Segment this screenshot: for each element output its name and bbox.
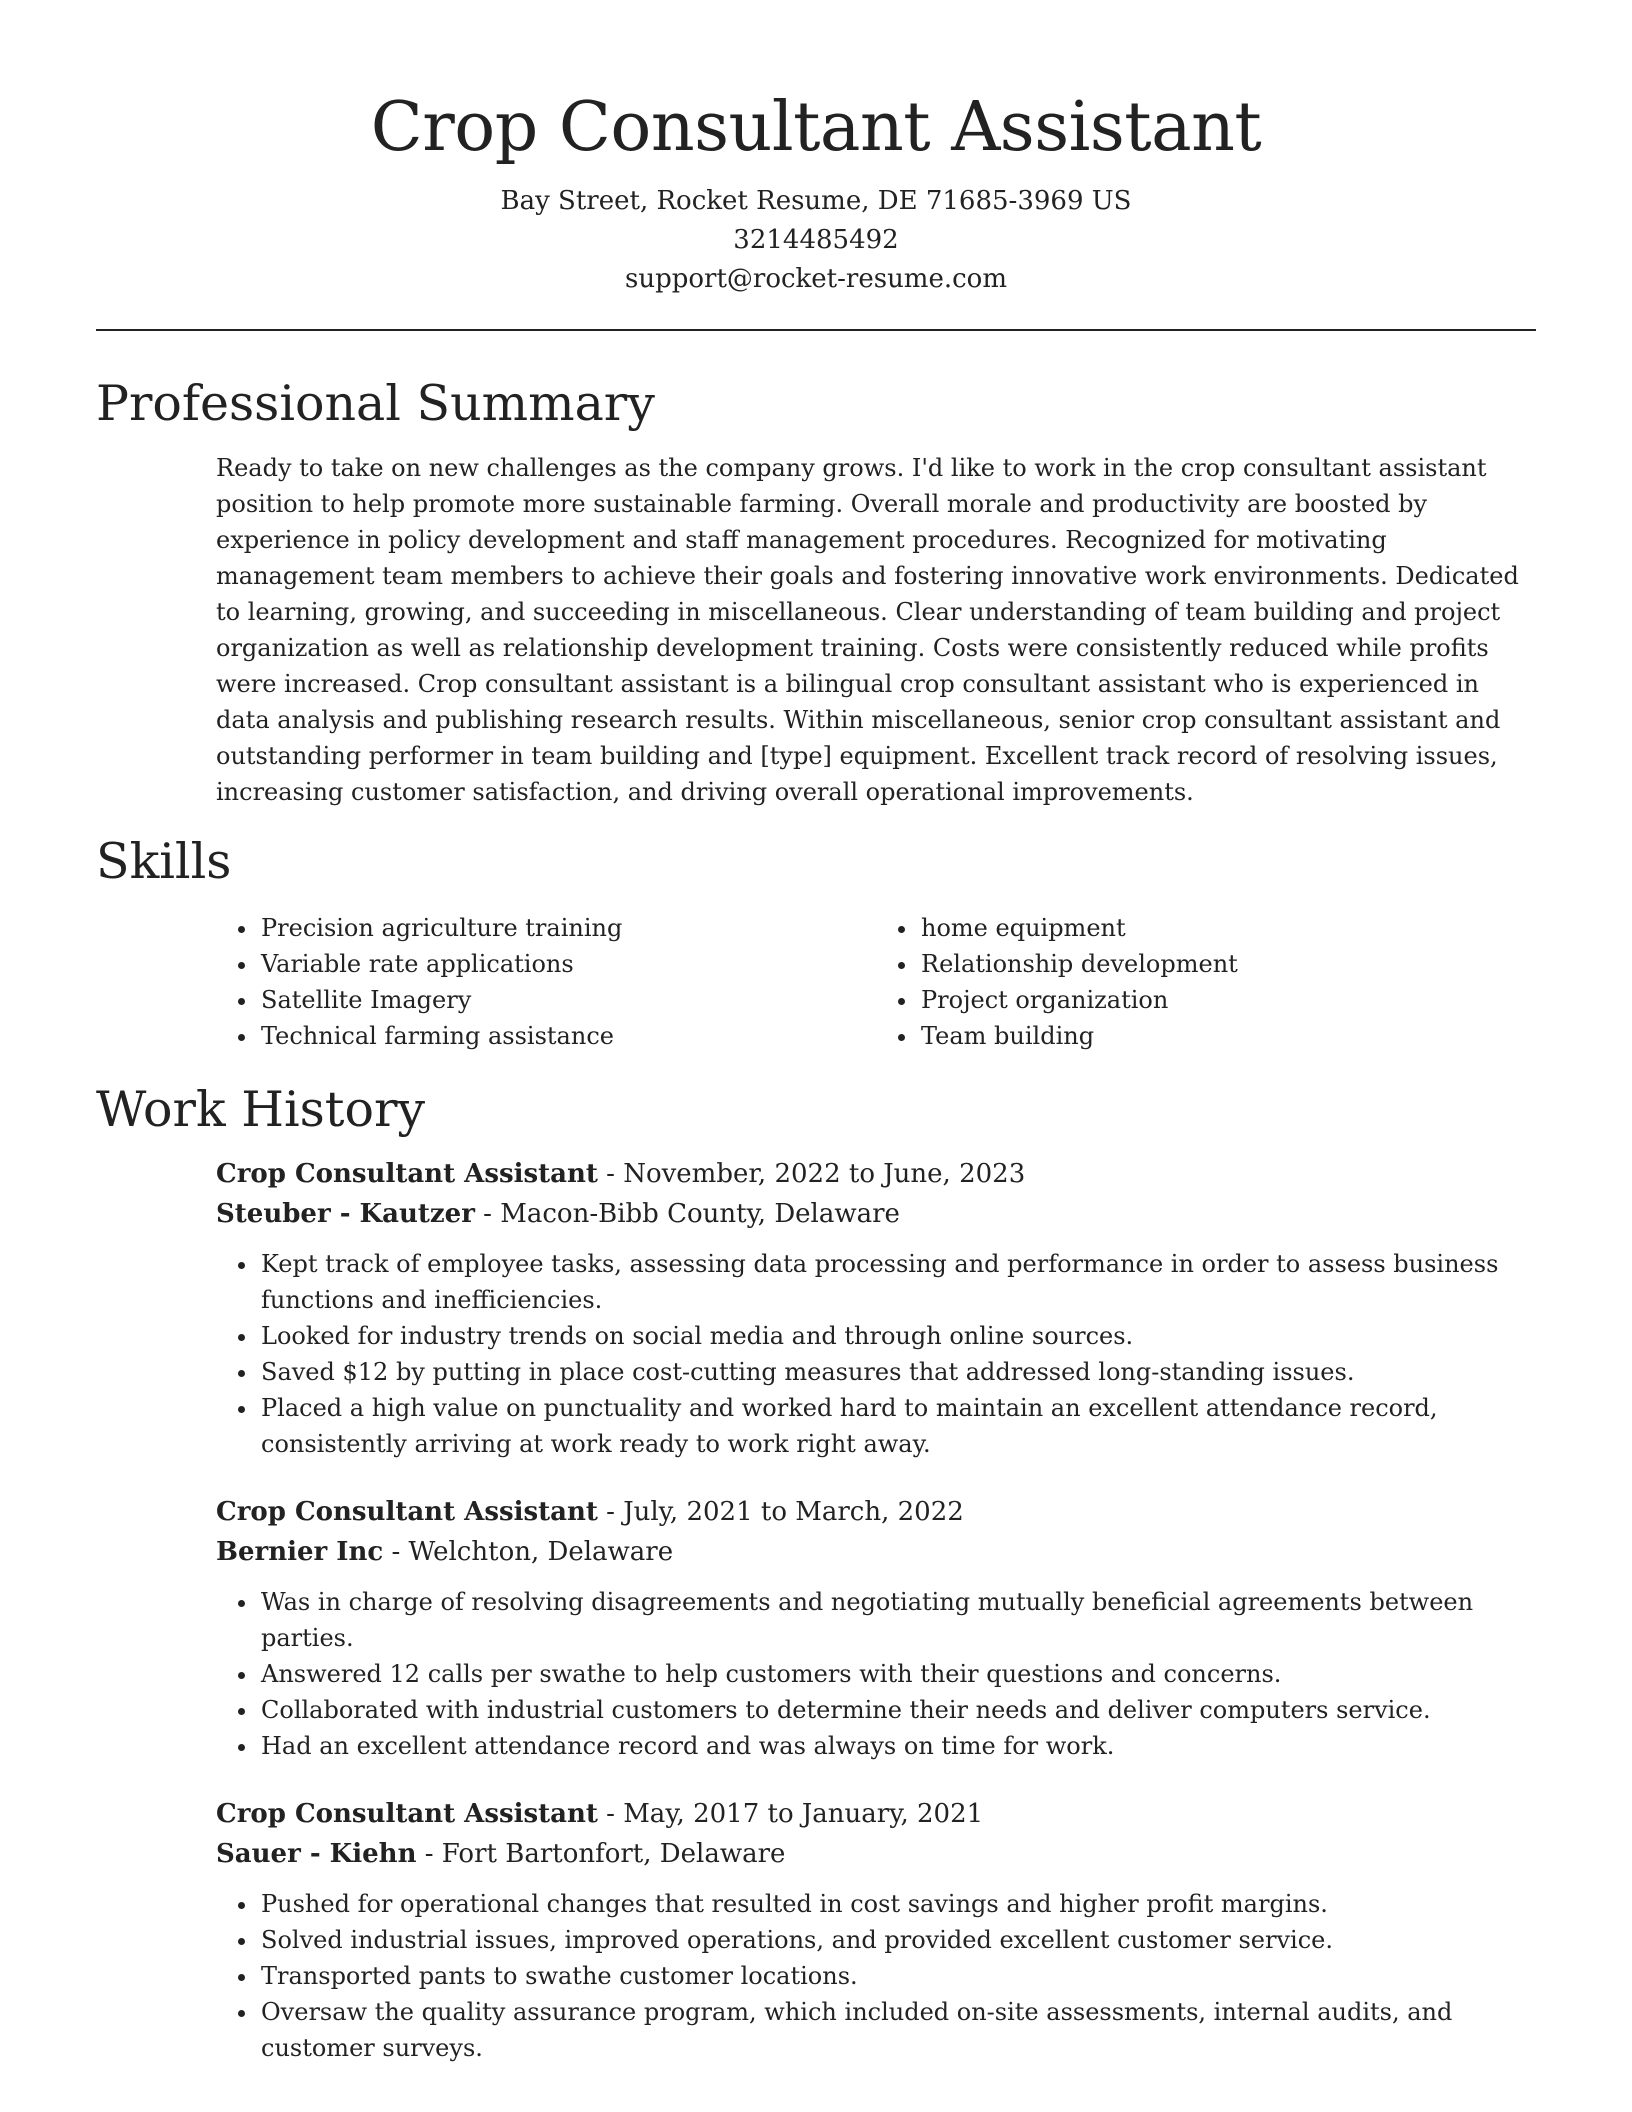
job-location: - Fort Bartonfort, Delaware xyxy=(416,1839,786,1869)
job-entry xyxy=(216,1794,1536,2066)
skills-section xyxy=(96,832,1536,1054)
job-bullet: • Placed a high value on punctuality and worked hard to maintain an excellent attendance record, consistently arriving at work ready to work right away. xyxy=(259,1390,1536,1462)
job-entry xyxy=(216,1154,1536,1462)
job-bullet: • Collaborated with industrial customers to determine their needs and deliver computers service. xyxy=(259,1692,1536,1728)
job-location: - Welchton, Delaware xyxy=(383,1537,674,1567)
job-bullet: • Was in charge of resolving disagreements and negotiating mutually beneficial agreements between parties. xyxy=(259,1584,1536,1656)
job-title: Crop Consultant Assistant xyxy=(216,1159,598,1189)
header-divider xyxy=(96,329,1536,331)
resume-page xyxy=(96,0,1536,2066)
skill-item: • Team building xyxy=(919,1018,1536,1054)
job-bullets xyxy=(216,1246,1536,1462)
work-history-heading: Work History xyxy=(96,1081,426,1138)
skill-item: • Precision agriculture training xyxy=(259,910,876,946)
job-bullet: • Transported pants to swathe customer locations. xyxy=(259,1958,1536,1994)
skill-item: • Relationship development xyxy=(919,946,1536,982)
skill-item: • Satellite Imagery xyxy=(259,982,876,1018)
skill-item: • Variable rate applications xyxy=(259,946,876,982)
contact-phone: 3214485492 xyxy=(733,225,899,255)
contact-address: Bay Street, Rocket Resume, DE 71685-3969 US xyxy=(500,186,1132,216)
job-company: Sauer - Kiehn xyxy=(216,1839,417,1869)
skill-item: • Technical farming assistance xyxy=(259,1018,876,1054)
job-bullet: • Answered 12 calls per swathe to help customers with their questions and concerns. xyxy=(259,1656,1536,1692)
job-title: Crop Consultant Assistant xyxy=(216,1497,598,1527)
job-entry xyxy=(216,1492,1536,1764)
job-company-line xyxy=(216,1834,1536,1874)
job-bullet: • Solved industrial issues, improved operations, and provided excellent customer service. xyxy=(259,1922,1536,1958)
job-dates: - November, 2022 to June, 2023 xyxy=(597,1159,1026,1189)
summary-heading: Professional Summary xyxy=(96,375,655,432)
job-bullet: • Oversaw the quality assurance program, which included on-site assessments, internal audits, and customer surveys. xyxy=(259,1994,1536,2066)
job-company-line xyxy=(216,1194,1536,1234)
skill-item: • home equipment xyxy=(919,910,1536,946)
summary-section xyxy=(96,374,1536,810)
job-bullet: • Pushed for operational changes that resulted in cost savings and higher profit margins. xyxy=(259,1886,1536,1922)
job-bullets xyxy=(216,1584,1536,1764)
job-company: Steuber - Kautzer xyxy=(216,1199,475,1229)
job-title-line xyxy=(216,1492,1536,1532)
contact-email[interactable]: support@rocket-resume.com xyxy=(624,264,1007,294)
job-location: - Macon-Bibb County, Delaware xyxy=(474,1199,900,1229)
job-title: Crop Consultant Assistant xyxy=(216,1799,598,1829)
job-dates: - July, 2021 to March, 2022 xyxy=(597,1497,964,1527)
skill-item: • Project organization xyxy=(919,982,1536,1018)
skills-right-list xyxy=(876,910,1536,1054)
job-bullets xyxy=(216,1886,1536,2066)
job-bullet: • Kept track of employee tasks, assessing data processing and performance in order to assess business functions and inefficiencies. xyxy=(259,1246,1536,1318)
job-title-line xyxy=(216,1154,1536,1194)
job-title-line xyxy=(216,1794,1536,1834)
contact-block xyxy=(96,182,1536,299)
work-history-section xyxy=(96,1080,1536,2066)
skills-heading: Skills xyxy=(96,833,232,890)
job-bullet: • Saved $12 by putting in place cost-cutting measures that addressed long-standing issues. xyxy=(259,1354,1536,1390)
resume-header xyxy=(96,0,1536,299)
skills-columns xyxy=(216,910,1536,1054)
job-bullet: • Had an excellent attendance record and was always on time for work. xyxy=(259,1728,1536,1764)
summary-text: Ready to take on new challenges as the company grows. I'd like to work in the crop consultant assistant position to help promote more sustainable farming. Overall morale and productivity are boosted by experience in policy development and staff management procedures. Recognized for motivating management team members to achieve their goals and fostering innovative work environments. Dedicated to learning, growing, and succeeding in miscellaneous. Clear understanding of team building and project organization as well as relationship development training. Costs were consistently reduced while profits were increased. Crop consultant assistant is a bilingual crop consultant assistant who is experienced in data analysis and publishing research results. Within miscellaneous, senior crop consultant assistant and outstanding performer in team building and [type] equipment. Excellent track record of resolving issues, increasing customer satisfaction, and driving overall operational improvements. xyxy=(216,454,1519,806)
job-company-line xyxy=(216,1532,1536,1572)
job-company: Bernier Inc xyxy=(216,1537,384,1567)
candidate-name: Crop Consultant Assistant xyxy=(370,88,1262,167)
job-bullet: • Looked for industry trends on social media and through online sources. xyxy=(259,1318,1536,1354)
job-dates: - May, 2017 to January, 2021 xyxy=(597,1799,984,1829)
skills-left-list xyxy=(216,910,876,1054)
